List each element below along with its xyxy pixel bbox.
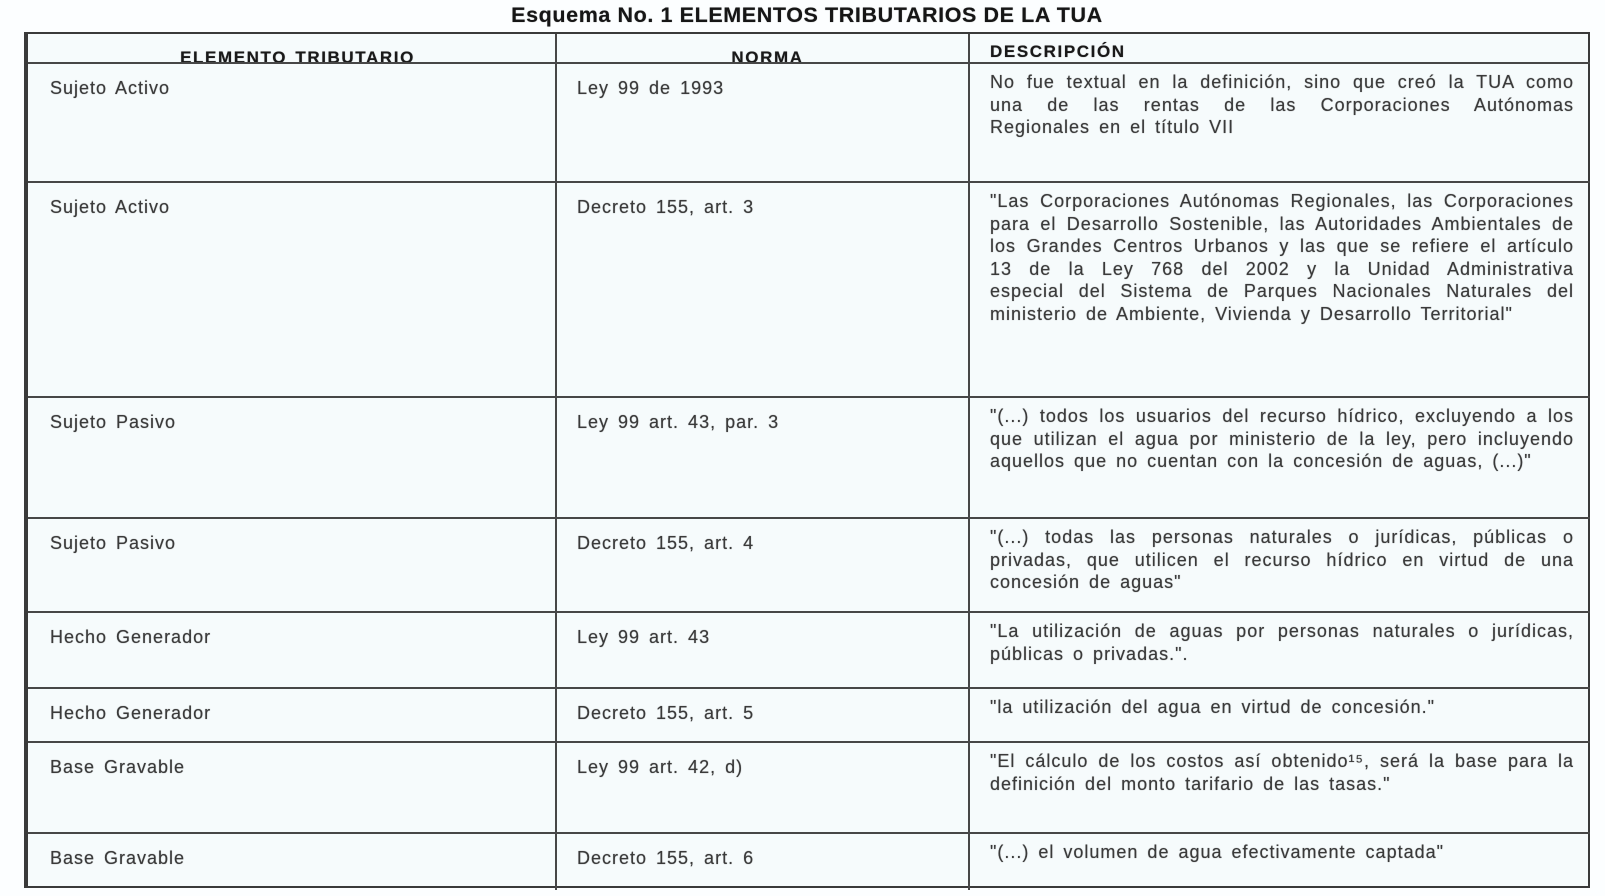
cell-norma: Decreto 155, art. 5 [557, 689, 970, 743]
cell-norma: Decreto 155, art. 4 [557, 519, 970, 613]
column-header-norma: NORMA [557, 34, 970, 64]
cell-elemento: Base Gravable [28, 834, 557, 890]
cell-norma: Decreto 155, art. 6 [557, 834, 970, 890]
cell-norma: Ley 99 art. 43 [557, 613, 970, 689]
cell-elemento: Sujeto Pasivo [28, 398, 557, 519]
cell-elemento: Base Gravable [28, 743, 557, 834]
cell-descripcion: "Las Corporaciones Autónomas Regionales, las Corporaciones para el Desarrollo Sostenible, las Autoridades Ambientales de los Grandes Centros Urbanos y las que se refiere el artículo 13 de la Ley 768 del 2002 y la Unidad Administrativa especial del Sistema de Parques Nacionales Naturales del ministerio de Ambiente, Vivienda y Desarrollo Territorial" [970, 183, 1590, 398]
cell-descripcion: "(...) todas las personas naturales o jurídicas, públicas o privadas, que utilicen el recurso hídrico en virtud de una concesión de aguas" [970, 519, 1590, 613]
cell-norma: Ley 99 art. 42, d) [557, 743, 970, 834]
cell-descripcion: "La utilización de aguas por personas naturales o jurídicas, públicas o privadas.". [970, 613, 1590, 689]
column-header-descripcion: DESCRIPCIÓN [970, 34, 1590, 64]
cell-norma: Ley 99 art. 43, par. 3 [557, 398, 970, 519]
tua-elements-table [24, 32, 1590, 888]
cell-descripcion: "(...) el volumen de agua efectivamente captada" [990, 842, 1445, 862]
cell-descripcion: No fue textual en la definición, sino que creó la TUA como una de las rentas de las Corporaciones Autónomas Regionales en el título VII [970, 64, 1590, 183]
cell-elemento: Sujeto Activo [28, 183, 557, 398]
cell-descripcion: "(...) todos los usuarios del recurso hídrico, excluyendo a los que utilizan el agua por ministerio de la ley, pero incluyendo aquellos que no cuentan con la concesión de aguas, (...)" [970, 398, 1590, 519]
cell-elemento: Sujeto Pasivo [28, 519, 557, 613]
cell-descripcion: "El cálculo de los costos así obtenido¹⁵, será la base para la definición del monto tarifario de las tasas." [970, 743, 1590, 834]
cell-descripcion: "la utilización del agua en virtud de concesión." [970, 689, 1590, 743]
cell-norma: Decreto 155, art. 3 [557, 183, 970, 398]
cell-elemento: Hecho Generador [28, 689, 557, 743]
column-header-elemento-tributario: ELEMENTO TRIBUTARIO [28, 34, 557, 64]
cell-elemento: Sujeto Activo [28, 64, 557, 183]
table-title: Esquema No. 1 ELEMENTOS TRIBUTARIOS DE LA TUA [511, 3, 1103, 27]
cell-norma: Ley 99 de 1993 [557, 64, 970, 183]
cell-elemento: Hecho Generador [28, 613, 557, 689]
